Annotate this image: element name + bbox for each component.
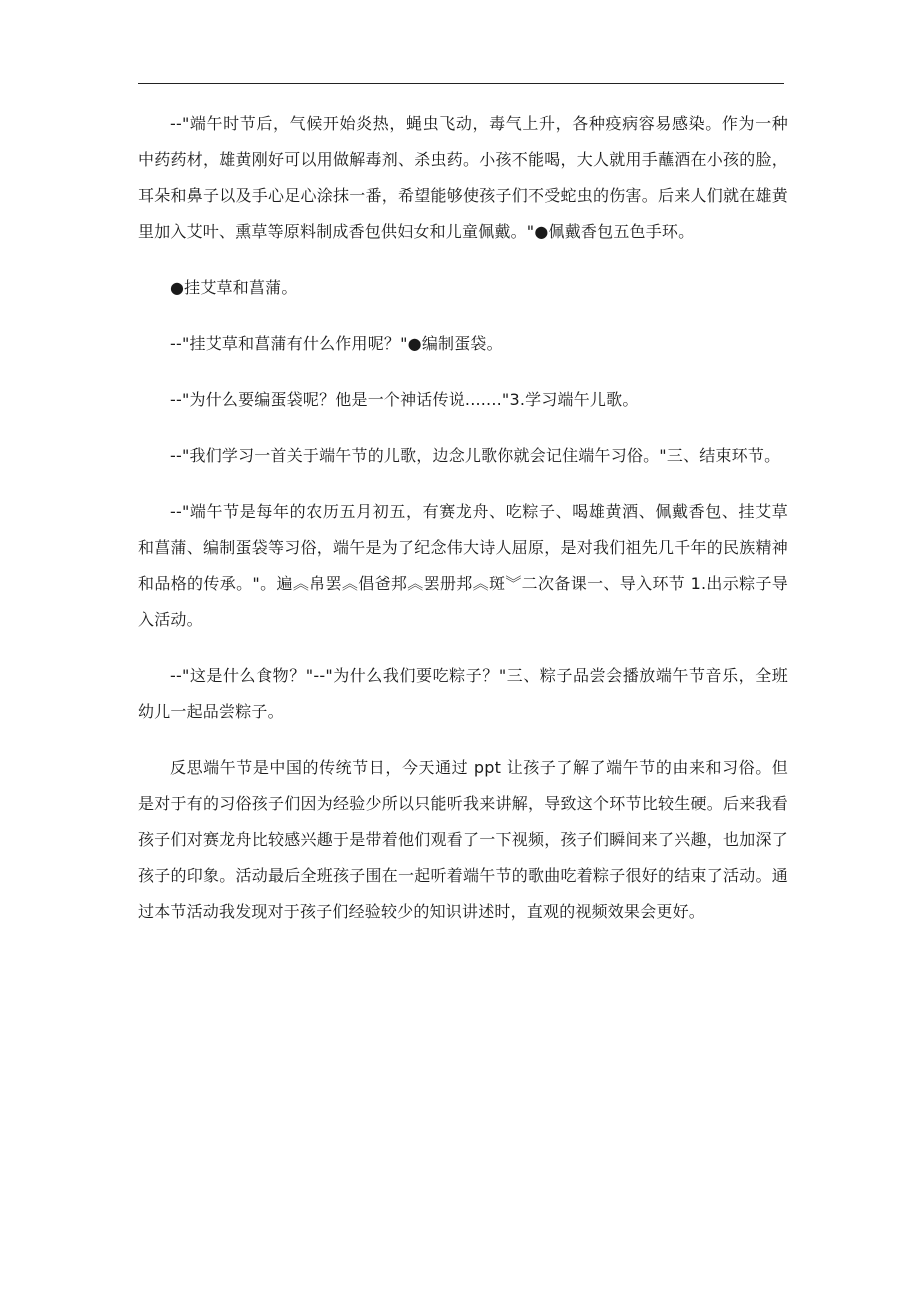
paragraph: --"这是什么食物？"--"为什么我们要吃粽子？"三、粽子品尝会播放端午节音乐，全班幼儿一起品尝粽子。 <box>138 666 788 721</box>
paragraph: --"挂艾草和菖蒲有什么作用呢？"●编制蛋袋。 <box>170 334 503 353</box>
header-rule <box>138 83 784 84</box>
paragraph: --"我们学习一首关于端午节的儿歌，边念儿歌你就会记住端午习俗。"三、结束环节。 <box>170 446 781 465</box>
document-body <box>138 106 788 950</box>
paragraph: --"端午节是每年的农历五月初五，有赛龙舟、吃粽子、喝雄黄酒、佩戴香包、挂艾草和菖蒲、编制蛋袋等习俗，端午是为了纪念伟大诗人屈原，是对我们祖先几千年的民族精神和品格的传承。"。遍︽帛罢︽倡爸邦︽罢册邦︽斑︾二次备课一、导入环节 1.出示粽子导入活动。 <box>138 502 788 629</box>
paragraph: --"为什么要编蛋袋呢？他是一个神话传说......."3.学习端午儿歌。 <box>170 390 639 409</box>
paragraph: --"端午时节后，气候开始炎热，蝇虫飞动，毒气上升，各种疫病容易感染。作为一种中药药材，雄黄刚好可以用做解毒剂、杀虫药。小孩不能喝，大人就用手蘸酒在小孩的脸，耳朵和鼻子以及手心足心涂抹一番，希望能够使孩子们不受蛇虫的伤害。后来人们就在雄黄里加入艾叶、熏草等原料制成香包供妇女和儿童佩戴。"●佩戴香包五色手环。 <box>138 114 788 241</box>
paragraph: 反思端午节是中国的传统节日，今天通过 ppt 让孩子了解了端午节的由来和习俗。但是对于有的习俗孩子们因为经验少所以只能听我来讲解，导致这个环节比较生硬。后来我看孩子们对赛龙舟比较感兴趣于是带着他们观看了一下视频，孩子们瞬间来了兴趣，也加深了孩子的印象。活动最后全班孩子围在一起听着端午节的歌曲吃着粽子很好的结束了活动。通过本节活动我发现对于孩子们经验较少的知识讲述时，直观的视频效果会更好。 <box>138 758 788 921</box>
paragraph: ●挂艾草和菖蒲。 <box>170 278 298 297</box>
